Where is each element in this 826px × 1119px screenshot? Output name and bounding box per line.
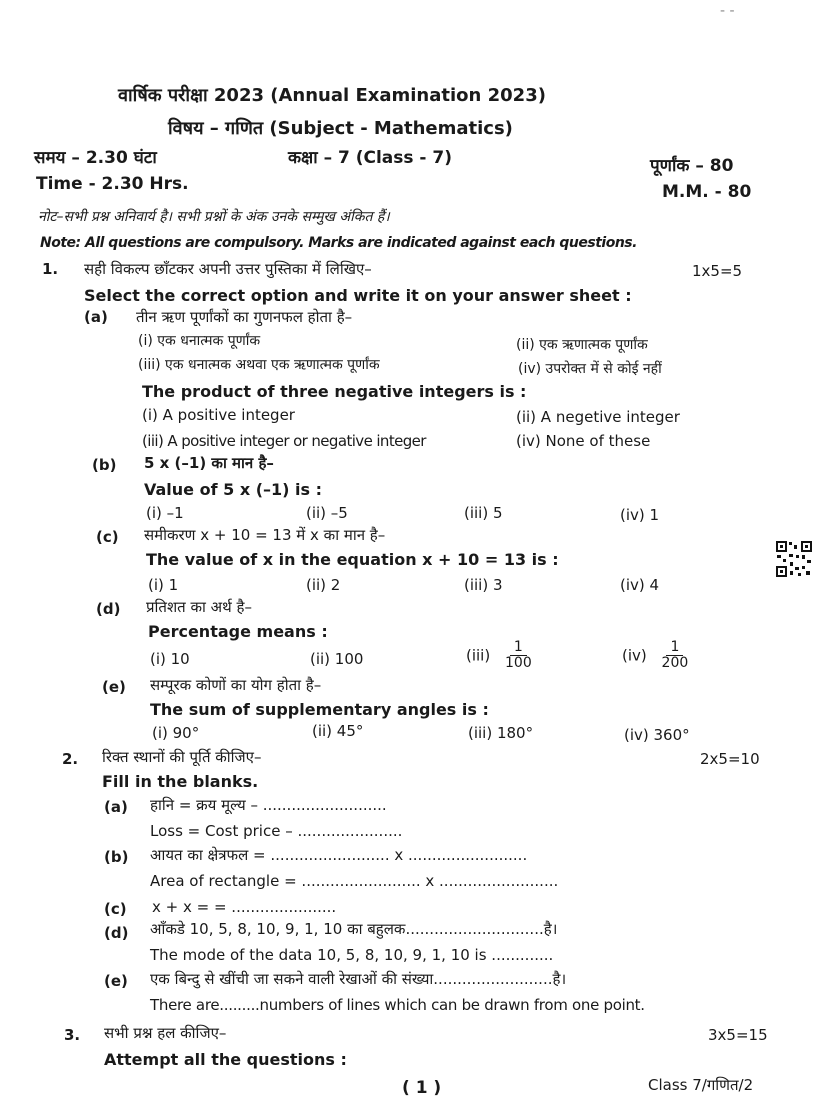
q1d-question-english: Percentage means :: [148, 622, 328, 641]
page-number: ( 1 ): [402, 1078, 442, 1098]
q1b-label: (b): [92, 456, 117, 474]
note-english: Note: All questions are compulsory. Marks are indicated against each questions.: [40, 235, 637, 251]
q2d-label: (d): [104, 924, 129, 942]
q1d-option4-fraction: [658, 640, 693, 672]
q1e-option2: (ii) 45°: [312, 722, 364, 740]
time-english: Time - 2.30 Hrs.: [36, 174, 189, 194]
q1d-option4-numerator: 1: [666, 640, 683, 656]
q1a-option4-hindi: (iv) उपरोक्त में से कोई नहीं: [518, 361, 662, 377]
q3-instruction-english: Attempt all the questions :: [104, 1050, 347, 1069]
q1d-option3-numerator: 1: [510, 640, 527, 656]
q1a-option3-english: (iii) A positive integer or negative integer: [142, 432, 426, 450]
q1c-option3: (iii) 3: [464, 576, 503, 594]
q1c-option4: (iv) 4: [620, 576, 660, 594]
q2b-english: Area of rectangle = ......................... x .........................: [150, 872, 559, 890]
q2c-label: (c): [104, 900, 127, 918]
q1e-option1: (i) 90°: [152, 724, 200, 742]
q1d-option2: (ii) 100: [310, 650, 364, 668]
q1-marks: 1x5=5: [692, 262, 743, 280]
q1a-question-english: The product of three negative integers is :: [142, 382, 527, 401]
q1e-question-hindi: सम्पूरक कोणों का योग होता है–: [150, 676, 322, 694]
q1d-label: (d): [96, 600, 121, 618]
q1a-option1-english: (i) A positive integer: [142, 406, 295, 424]
q1d-option3: [466, 640, 536, 672]
q1-number: 1.: [42, 260, 59, 278]
q3-marks: 3x5=15: [708, 1026, 768, 1044]
marks-hindi: पूर्णांक – 80: [650, 156, 734, 176]
q3-instruction-hindi: सभी प्रश्न हल कीजिए–: [104, 1024, 227, 1042]
q1a-option2-hindi: (ii) एक ऋणात्मक पूर्णांक: [516, 337, 648, 353]
q2-instruction-english: Fill in the blanks.: [102, 772, 259, 791]
q2a-label: (a): [104, 798, 128, 816]
q2e-hindi: एक बिन्दु से खींची जा सकने वाली रेखाओं की संख्या.........................है।: [150, 970, 567, 988]
top-marks: - -: [720, 3, 735, 19]
q1c-label: (c): [96, 528, 119, 546]
q1-instruction-hindi: सही विकल्प छाँटकर अपनी उत्तर पुस्तिका में लिखिए–: [84, 260, 372, 278]
q3-number: 3.: [64, 1026, 81, 1044]
class-label: कक्षा – 7 (Class - 7): [288, 148, 453, 168]
marks-english: M.M. - 80: [662, 182, 752, 202]
q1e-option4: (iv) 360°: [624, 726, 690, 744]
q1c-question-english: The value of x in the equation x + 10 = 13 is :: [146, 550, 559, 569]
q1d-option1: (i) 10: [150, 650, 190, 668]
q2a-hindi: हानि = क्रय मूल्य – ..........................: [150, 796, 387, 814]
q2-instruction-hindi: रिक्त स्थानों की पूर्ति कीजिए–: [102, 748, 262, 766]
q1d-option3-label: (iii): [466, 646, 491, 665]
q1a-question-hindi: तीन ऋण पूर्णांकों का गुणनफल होता है–: [136, 308, 353, 326]
q2c-text: x + x = = ......................: [152, 898, 337, 916]
note-hindi: नोट–सभी प्रश्न अनिवार्य है। सभी प्रश्नों के अंक उनके सम्मुख अंकित हैं।: [38, 209, 390, 225]
q1b-option2: (ii) –5: [306, 504, 348, 522]
q1d-option4: [622, 640, 692, 672]
q1a-option1-hindi: (i) एक धनात्मक पूर्णांक: [138, 333, 261, 349]
q1e-option3: (iii) 180°: [468, 724, 534, 742]
q1d-question-hindi: प्रतिशत का अर्थ है–: [146, 598, 252, 616]
q1b-question-english: Value of 5 x (–1) is :: [144, 480, 323, 499]
q1-instruction-english: Select the correct option and write it on your answer sheet :: [84, 286, 632, 305]
q1b-option3: (iii) 5: [464, 504, 503, 522]
q2d-hindi: आँकडे 10, 5, 8, 10, 9, 1, 10 का बहुलक.............................है।: [150, 920, 558, 938]
q1a-label: (a): [84, 308, 108, 326]
q2b-hindi: आयत का क्षेत्रफल = ......................... x .........................: [150, 846, 528, 864]
paper-code: Class 7/गणित/2: [648, 1076, 754, 1094]
subject-title: विषय – गणित (Subject - Mathematics): [168, 118, 513, 139]
q1e-label: (e): [102, 678, 126, 696]
q1a-option3-hindi: (iii) एक धनात्मक अथवा एक ऋणात्मक पूर्णांक: [138, 357, 380, 373]
q1b-option4: (iv) 1: [620, 506, 660, 524]
q1b-question-hindi: 5 x (–1) का मान है–: [144, 454, 274, 472]
q1b-option1: (i) –1: [146, 504, 184, 522]
exam-title: वार्षिक परीक्षा 2023 (Annual Examination 2023): [118, 85, 546, 106]
q1a-option4-english: (iv) None of these: [516, 432, 651, 450]
time-hindi: समय – 2.30 घंटा: [34, 148, 157, 168]
q1c-option1: (i) 1: [148, 576, 179, 594]
qr-code-icon: [775, 540, 813, 578]
q1a-option2-english: (ii) A negetive integer: [516, 408, 680, 426]
q1d-option4-label: (iv): [622, 646, 647, 665]
q1d-option3-fraction: [501, 640, 536, 672]
q1c-option2: (ii) 2: [306, 576, 341, 594]
q1e-question-english: The sum of supplementary angles is :: [150, 700, 489, 719]
q2-number: 2.: [62, 750, 79, 768]
q2a-english: Loss = Cost price – ......................: [150, 822, 403, 840]
q2e-english: There are.........numbers of lines which can be drawn from one point.: [150, 996, 645, 1014]
q2-marks: 2x5=10: [700, 750, 760, 768]
q1c-question-hindi: समीकरण x + 10 = 13 में x का मान है–: [144, 526, 386, 544]
q2e-label: (e): [104, 972, 128, 990]
q1d-option4-denominator: 200: [661, 655, 689, 672]
q2b-label: (b): [104, 848, 129, 866]
q1d-option3-denominator: 100: [505, 655, 532, 672]
q2d-english: The mode of the data 10, 5, 8, 10, 9, 1, 10 is .............: [150, 946, 554, 964]
